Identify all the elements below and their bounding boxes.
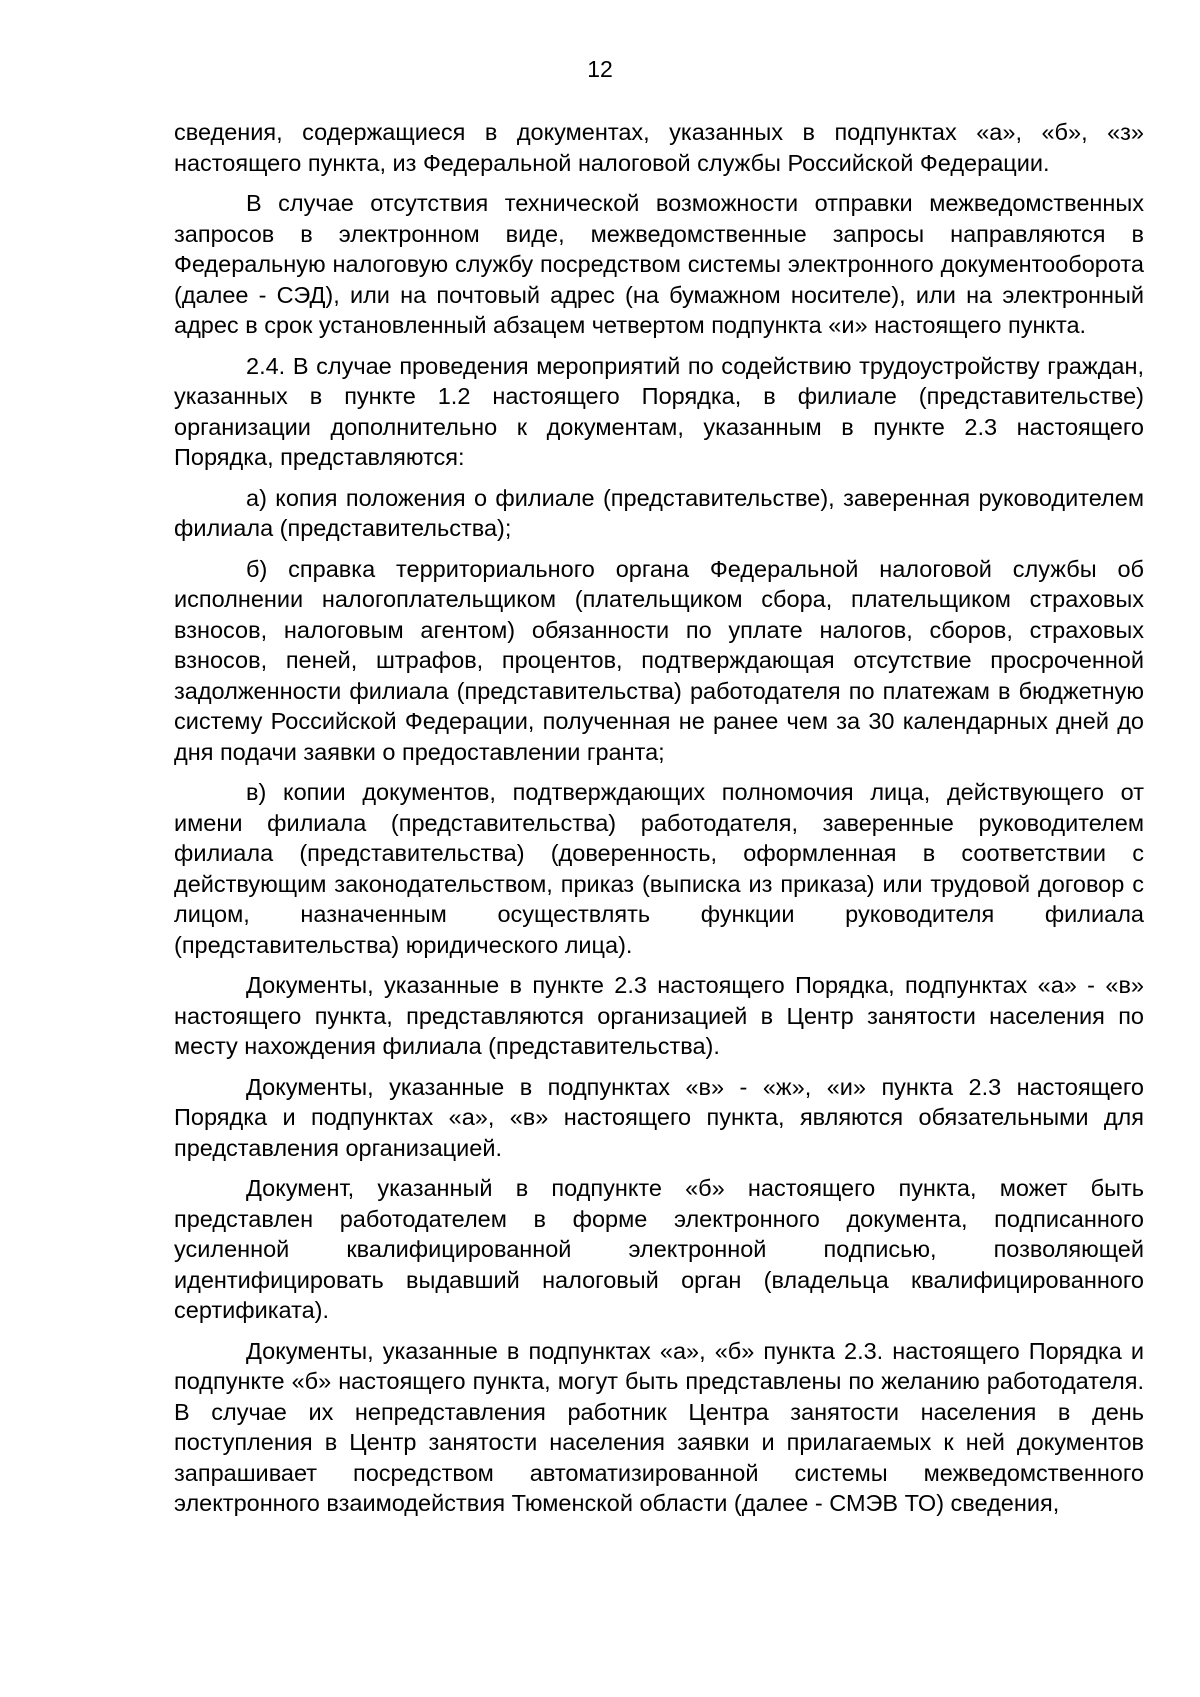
paragraph-continuation: сведения, содержащиеся в документах, указанных в подпунктах «а», «б», «з» настоящего пункта, из Федеральной налоговой службы Российской Федерации.: [174, 119, 1144, 176]
paragraph-item-b: б) справка территориального органа Федеральной налоговой службы об исполнении налогоплательщиком (плательщиком сбора, плательщиком страховых взносов, налоговым агентом) обязанности по уплате налогов, сборов, страховых взносов, пеней, штрафов, процентов, подтверждающая отсутствие просроченной задолженности филиала (представительства) работодателя по платежам в бюджетную систему Российской Федерации, полученная не ранее чем за 30 календарных дней до дня подачи заявки о предоставлении гранта;: [174, 555, 1144, 765]
paragraph-2-4: 2.4. В случае проведения мероприятий по содействию трудоустройству граждан, указанных в пункте 1.2 настоящего Порядка, в филиале (представительстве) организации дополнительно к документам, указанным в пункте 2.3 настоящего Порядка, представляются:: [174, 352, 1144, 470]
document-body: [174, 117, 1144, 1529]
paragraph-documents-optional: Документы, указанные в подпунктах «а», «б» пункта 2.3. настоящего Порядка и подпункте «б» настоящего пункта, могут быть представлены по желанию работодателя. В случае их непредставления работник Центра занятости населения в день поступления в Центр занятости населения заявки и прилагаемых к ней документов запрашивает посредством автоматизированной системы межведомственного электронного взаимодействия Тюменской области (далее - СМЭВ ТО) сведения,: [174, 1337, 1144, 1516]
paragraph-documents-mandatory: Документы, указанные в подпунктах «в» - «ж», «и» пункта 2.3 настоящего Порядка и подпунктах «а», «в» настоящего пункта, являются обязательными для представления организацией.: [174, 1073, 1144, 1161]
paragraph-sed: В случае отсутствия технической возможности отправки межведомственных запросов в электронном виде, межведомственные запросы направляются в Федеральную налоговую службу посредством системы электронного документооборота (далее - СЭД), или на почтовый адрес (на бумажном носителе), или на электронный адрес в срок установленный абзацем четвертом подпункта «и» настоящего пункта.: [174, 190, 1144, 338]
paragraph-documents-submission: Документы, указанные в пункте 2.3 настоящего Порядка, подпунктах «а» - «в» настоящего пункта, представляются организацией в Центр занятости населения по месту нахождения филиала (представительства).: [174, 972, 1144, 1059]
paragraph-item-v: в) копии документов, подтверждающих полномочия лица, действующего от имени филиала (представительства) работодателя, заверенные руководителем филиала (представительства) (доверенность, оформленная в соответствии с действующим законодательством, приказ (выписка из приказа) или трудовой договор с лицом, назначенным осуществлять функции руководителя филиала (представительства) юридического лица).: [174, 779, 1144, 958]
paragraph-electronic-document: Документ, указанный в подпункте «б» настоящего пункта, может быть представлен работодателем в форме электронного документа, подписанного усиленной квалифицированной электронной подписью, позволяющей идентифицировать выдавший налоговый орган (владельца квалифицированного сертификата).: [174, 1175, 1144, 1323]
page-number: 12: [587, 56, 613, 82]
paragraph-item-a: а) копия положения о филиале (представительстве), заверенная руководителем филиала (представительства);: [174, 484, 1144, 541]
